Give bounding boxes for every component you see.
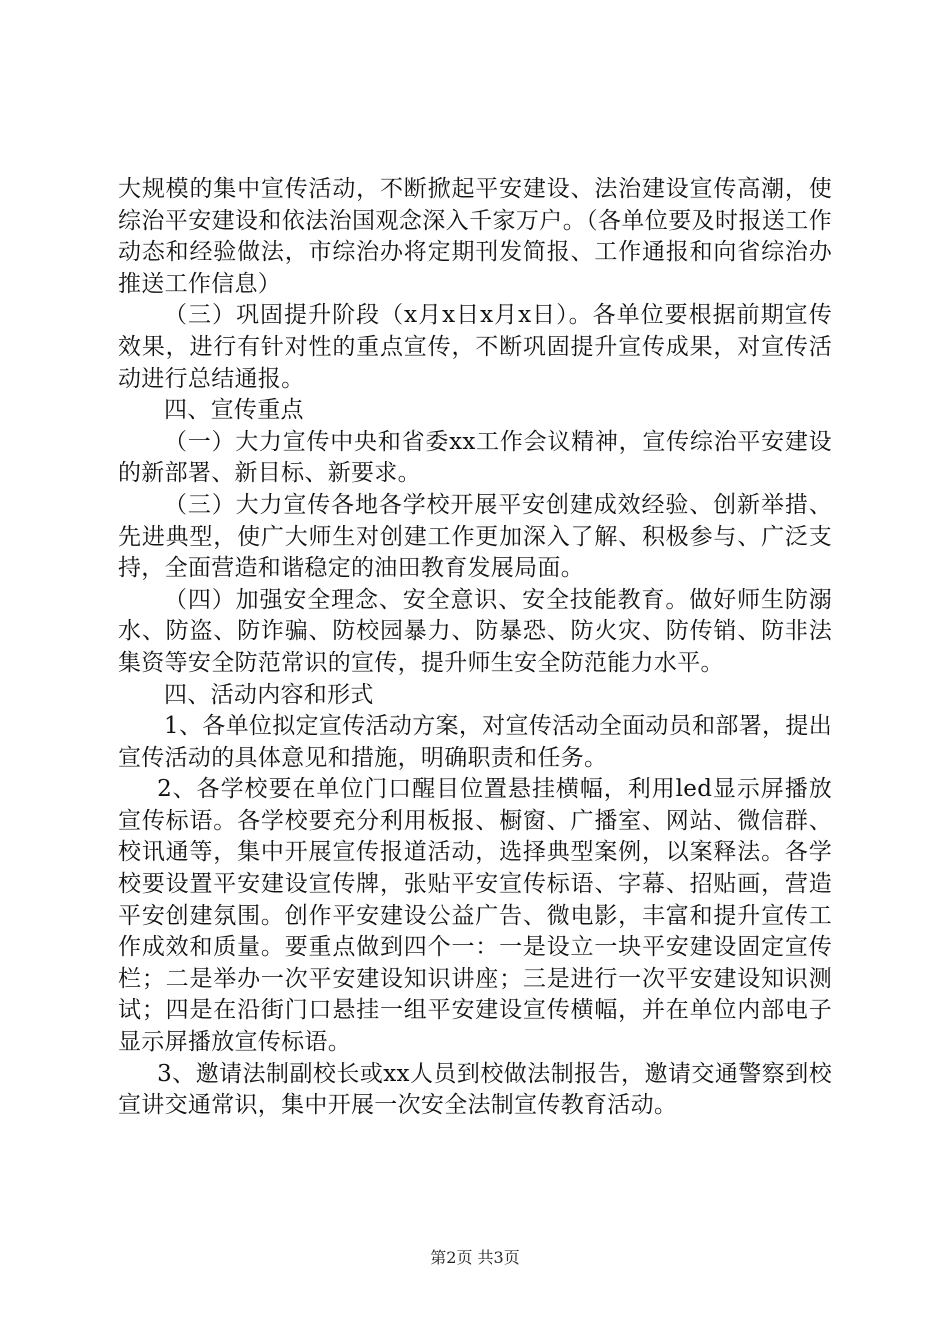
paragraph-1: 大规模的集中宣传活动，不断掀起平安建设、法治建设宣传高潮，使综治平安建设和依法治国观念深入千家万户。（各单位要及时报送工作动态和经验做法，市综治办将定期刊发简报、工作通报和向省综治办推送工作信息） xyxy=(118,176,832,297)
paragraph-8: 1、各单位拟定宣传活动方案，对宣传活动全面动员和部署，提出宣传活动的具体意见和措施，明确职责和任务。 xyxy=(118,713,832,771)
page-number-footer: 第2页 共3页 xyxy=(430,1248,520,1267)
paragraph-6: （四）加强安全理念、安全意识、安全技能教育。做好师生防溺水、防盗、防诈骗、防校园暴力、防暴恐、防火灾、防传销、防非法集资等安全防范常识的宣传，提升师生安全防范能力水平。 xyxy=(118,586,832,676)
paragraph-2: （三）巩固提升阶段（x月x日x月x日）。各单位要根据前期宣传效果，进行有针对性的重点宣传，不断巩固提升宣传成果，对宣传活动进行总结通报。 xyxy=(118,302,832,392)
paragraph-9: 2、各学校要在单位门口醒目位置悬挂横幅，利用led显示屏播放宣传标语。各学校要充分利用板报、橱窗、广播室、网站、微信群、校讯通等，集中开展宣传报道活动，选择典型案例，以案释法。各学校要设置平安建设宣传牌，张贴平安宣传标语、字幕、招贴画，营造平安创建氛围。创作平安建设公益广告、微电影，丰富和提升宣传工作成效和质量。要重点做到四个一：一是设立一块平安建设固定宣传栏；二是举办一次平安建设知识讲座；三是进行一次平安建设知识测试；四是在沿街门口悬挂一组平安建设宣传横幅，并在单位内部电子显示屏播放宣传标语。 xyxy=(118,776,832,1056)
section-heading-activity-content: 四、活动内容和形式 xyxy=(164,681,374,708)
section-heading-publicity-focus: 四、宣传重点 xyxy=(164,397,304,424)
paragraph-5: （三）大力宣传各地各学校开展平安创建成效经验、创新举措、先进典型，使广大师生对创建工作更加深入了解、积极参与、广泛支持，全面营造和谐稳定的油田教育发展局面。 xyxy=(118,491,832,582)
paragraph-10: 3、邀请法制副校长或xx人员到校做法制报告，邀请交通警察到校宣讲交通常识，集中开展一次安全法制宣传教育活动。 xyxy=(118,1060,832,1119)
paragraph-4: （一）大力宣传中央和省委xx工作会议精神，宣传综治平安建设的新部署、新目标、新要求。 xyxy=(118,428,832,487)
document-body xyxy=(118,174,832,1122)
